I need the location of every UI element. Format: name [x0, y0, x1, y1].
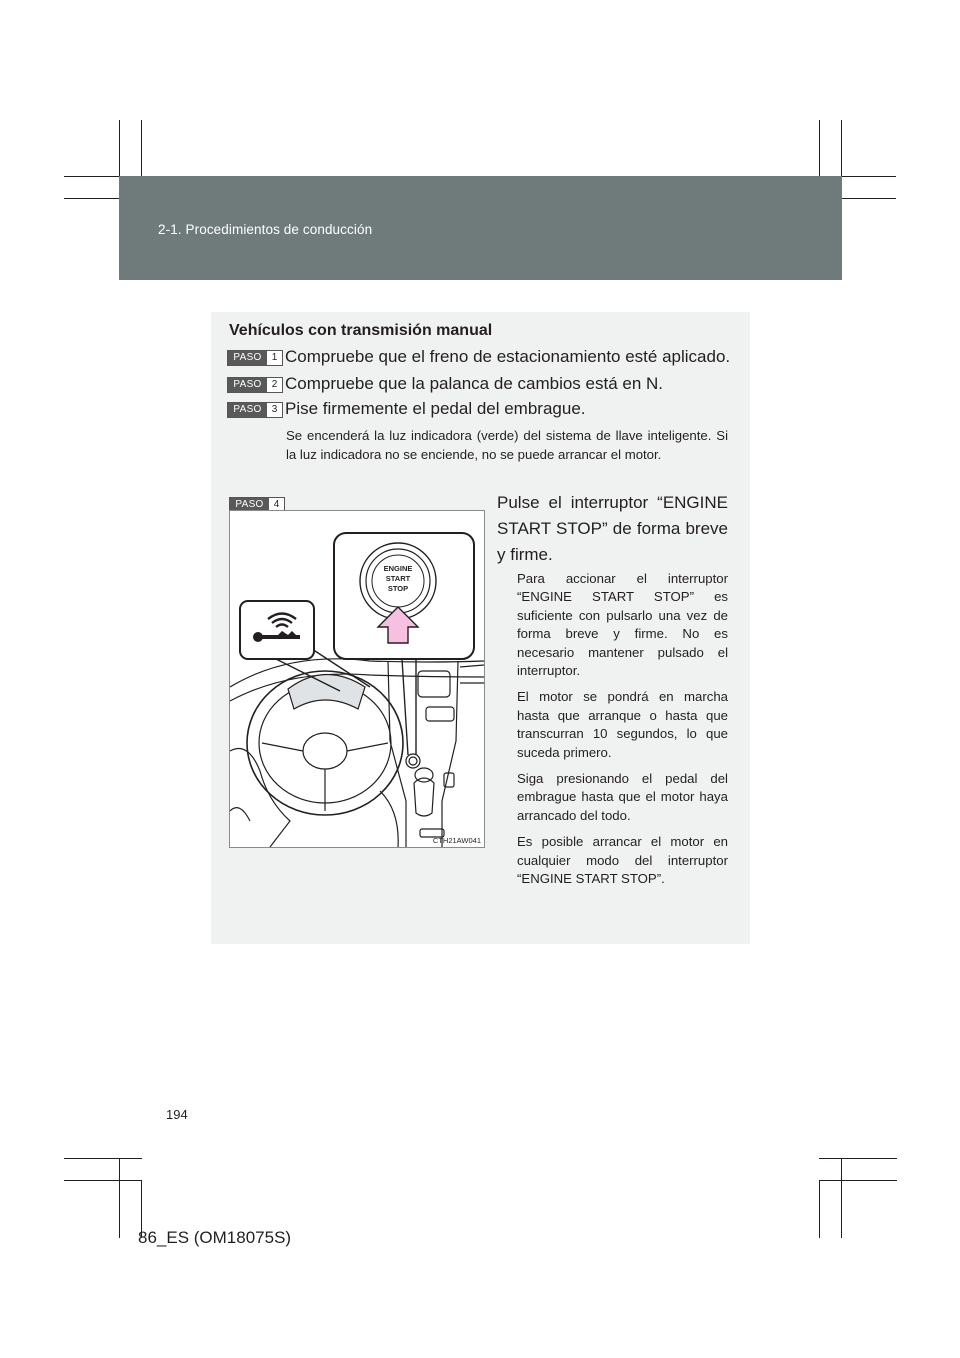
step-badge-label: PASO [228, 403, 267, 417]
engine-start-illustration [229, 510, 485, 848]
button-text-line: STOP [387, 584, 409, 593]
section-title: 2-1. Procedimientos de conducción [158, 222, 373, 237]
figure-code: CTH21AW041 [432, 836, 481, 845]
step-badge [227, 377, 283, 393]
step-3-note: Se encenderá la luz indicadora (verde) del sistema de llave inteligente. Si la luz indicadora no se enciende, no se puede arrancar el motor. [286, 428, 728, 462]
step-badge [227, 350, 283, 366]
step-4-paragraph: Siga presionando el pedal del embrague hasta que el motor haya arrancado del todo. [517, 771, 728, 823]
step-text: Compruebe que la palanca de cambios está en N. [285, 374, 664, 393]
step-badge-label: PASO [228, 351, 267, 365]
step-4-body [517, 570, 728, 897]
button-text-line: ENGINE [383, 564, 413, 573]
step-badge-number: 1 [267, 351, 282, 365]
step-text: Pise firmemente el pedal del embrague. [285, 399, 586, 418]
step-badge-label: PASO [230, 498, 269, 512]
step-4-paragraph: Para accionar el interruptor “ENGINE START STOP” es suficiente con pulsarlo una vez de forma breve y firme. No es necesario mantener pulsado el interruptor. [517, 571, 728, 679]
step-badge-number: 2 [267, 378, 282, 392]
crop-mark [64, 1158, 142, 1159]
step-badge-label: PASO [228, 378, 267, 392]
step-badge-number: 3 [267, 403, 282, 417]
step-text: Compruebe que el freno de estacionamiento esté aplicado. [285, 347, 731, 366]
content-heading: Vehículos con transmisión manual [229, 322, 493, 339]
step-badge [227, 402, 283, 418]
document-code: 86_ES (OM18075S) [138, 1228, 292, 1247]
content-box [211, 312, 750, 944]
button-text-line: START [385, 574, 411, 583]
step-4-paragraph: El motor se pondrá en marcha hasta que arranque o hasta que transcurran 10 segundos, lo que suceda primero. [517, 689, 728, 760]
crop-mark [819, 1158, 897, 1159]
step-4-title: Pulse el interruptor “ENGINE START STOP” de forma breve y firme. [497, 493, 728, 564]
section-header-band [119, 176, 842, 280]
page-number: 194 [166, 1107, 188, 1122]
crop-mark [64, 1180, 142, 1181]
crop-mark [819, 1180, 897, 1181]
crop-mark [819, 1180, 820, 1238]
step-badge-number: 4 [269, 498, 284, 512]
crop-mark [119, 1158, 120, 1238]
dashboard-drawing [230, 511, 484, 847]
step-4-paragraph: Es posible arrancar el motor en cualquier modo del interruptor “ENGINE START STOP”. [517, 834, 728, 887]
crop-mark [841, 1158, 842, 1238]
